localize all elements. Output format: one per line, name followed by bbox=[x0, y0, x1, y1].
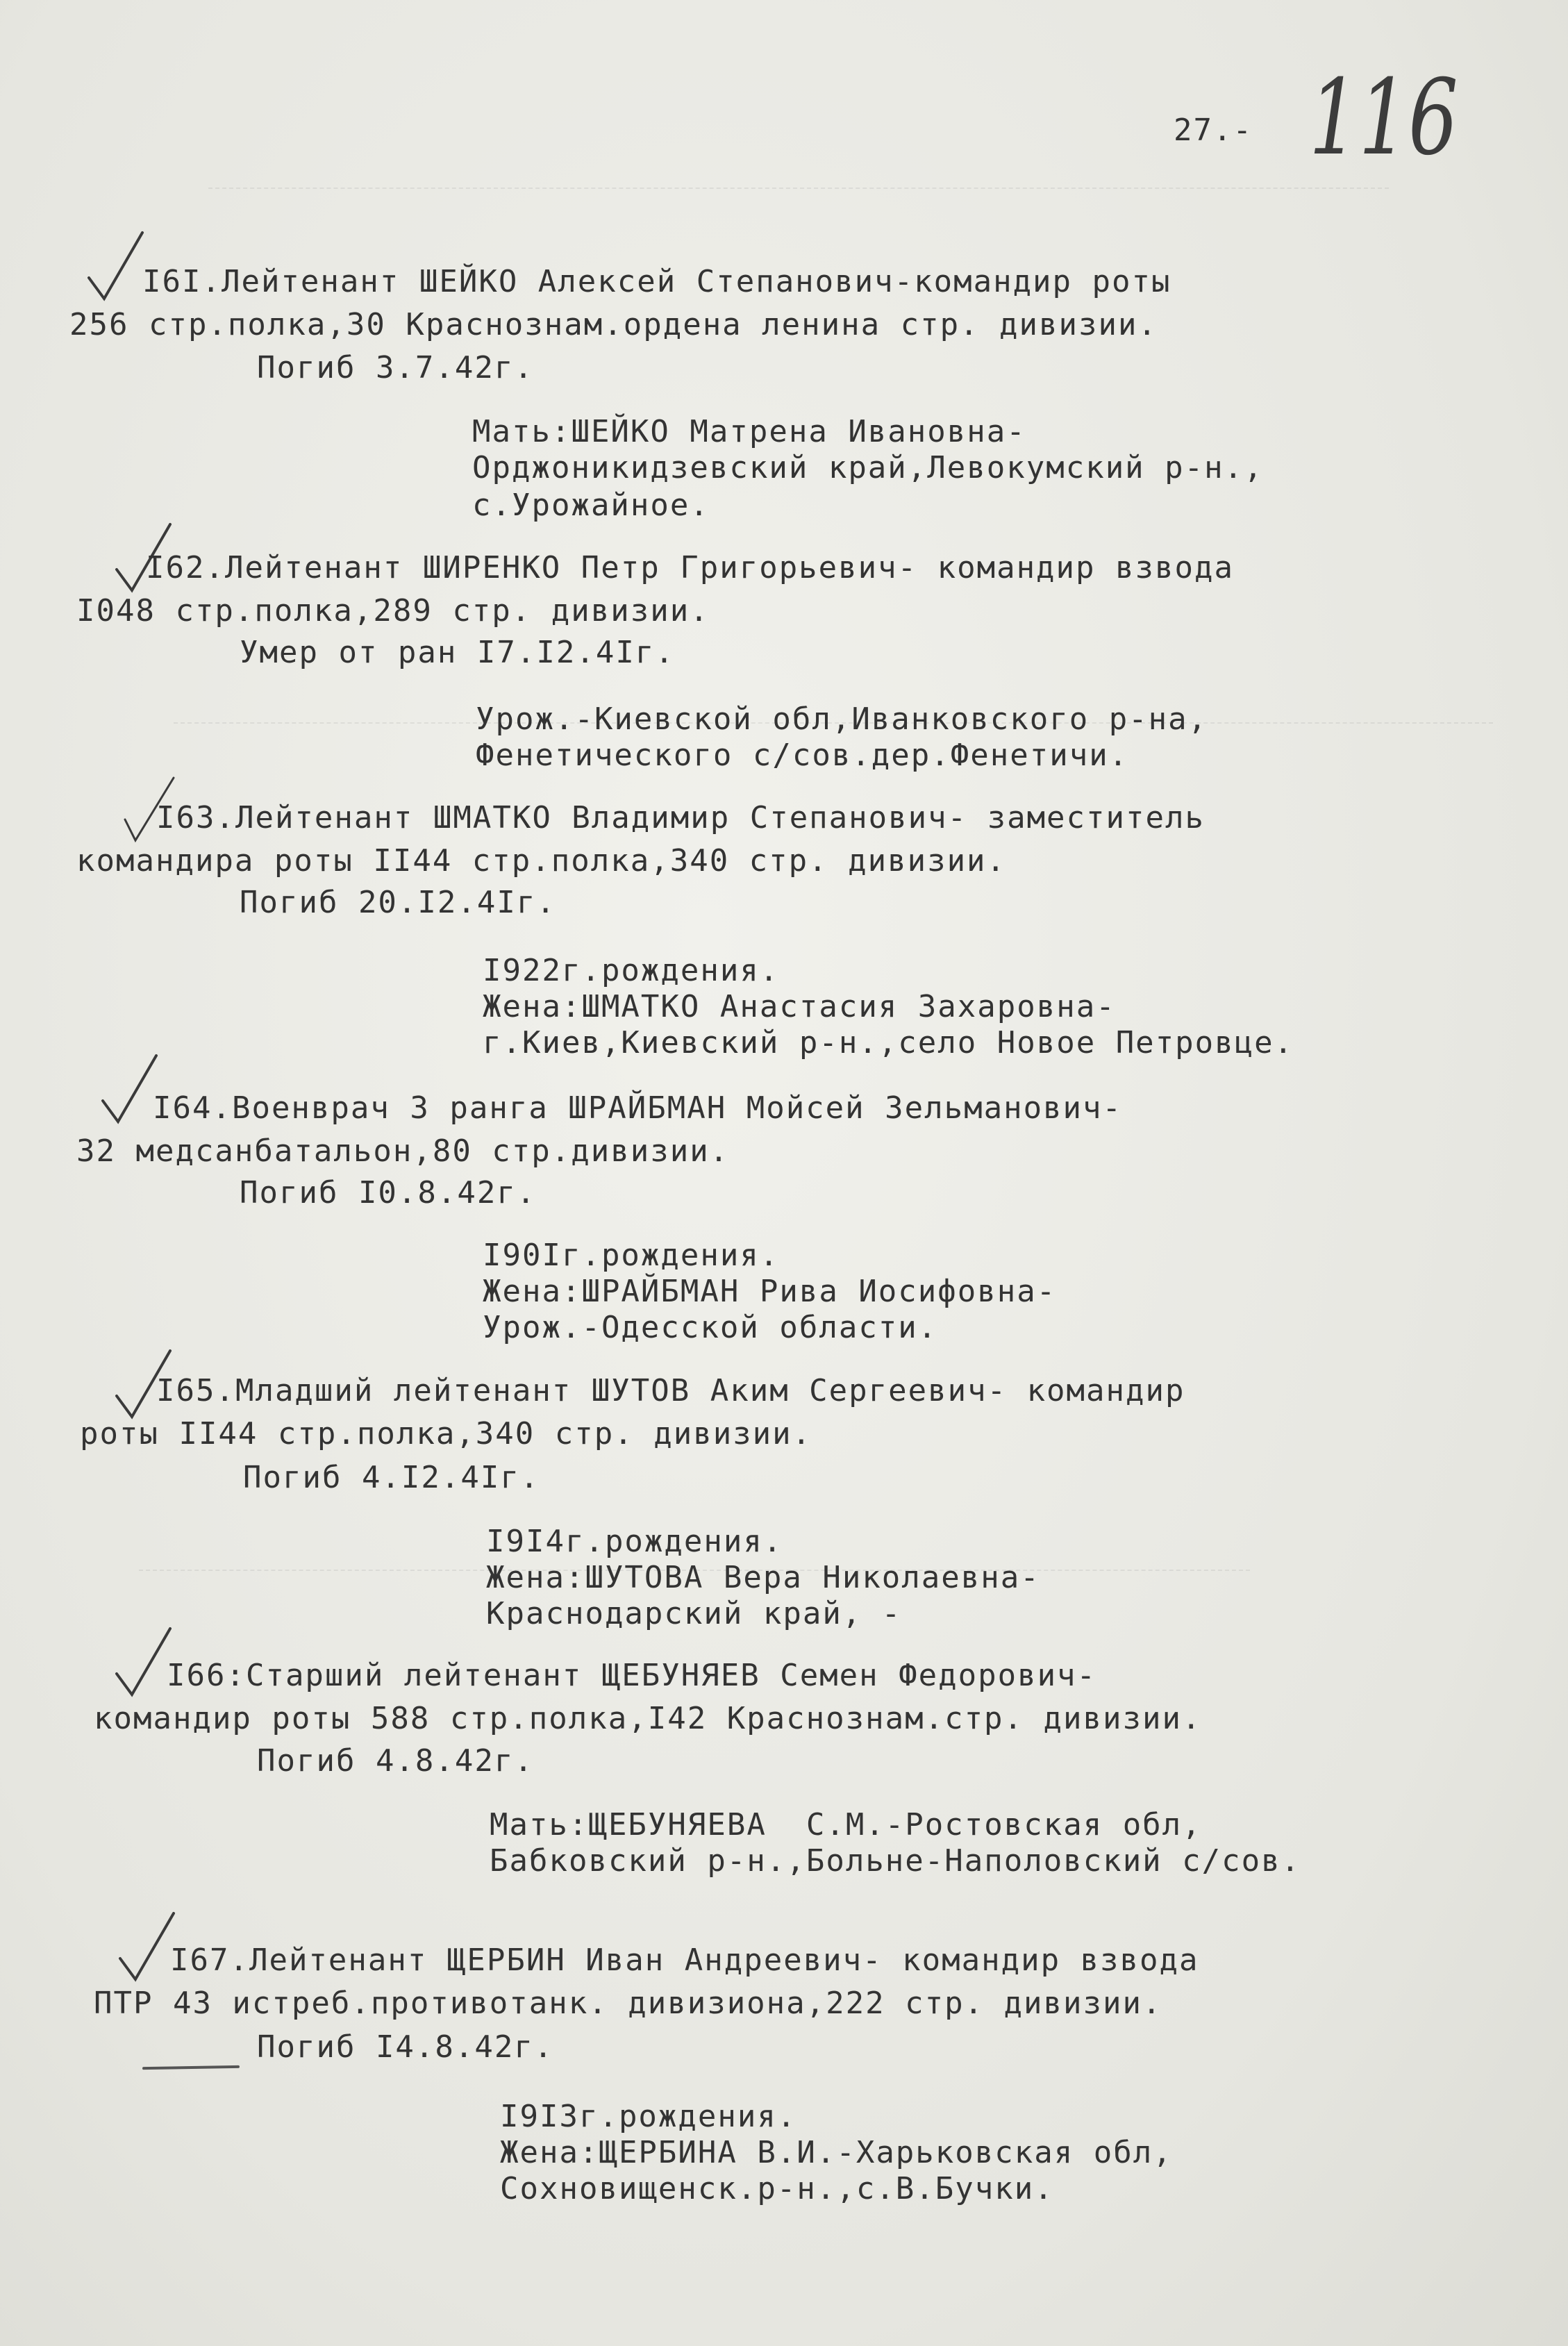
entry-164-relative-2: Жена:ШРАЙБМАН Рива Иосифовна- bbox=[483, 1274, 1057, 1309]
entry-167-relative-2: Жена:ЩЕРБИНА В.И.-Харьковская обл, bbox=[500, 2135, 1173, 2170]
entry-164-relative-1: I90Iг.рождения. bbox=[483, 1238, 780, 1273]
entry-163-line-2: командира роты II44 стр.полка,340 стр. дивизии. bbox=[76, 843, 1007, 879]
entry-166-relative-2: Бабковский р-н.,Больне-Наполовский с/сов. bbox=[490, 1843, 1301, 1879]
entry-167-line-2: ПТР 43 истреб.противотанк. дивизиона,222 стр. дивизии. bbox=[94, 1986, 1162, 2021]
entry-167-relative-1: I9I3г.рождения. bbox=[500, 2099, 797, 2134]
entry-165-line-2: роты II44 стр.полка,340 стр. дивизии. bbox=[80, 1416, 812, 1451]
entry-162-line-1: I62.Лейтенант ШИРЕНКО Петр Григорьевич- командир взвода bbox=[146, 550, 1234, 585]
entry-162-relative-2: Фенетического с/сов.дер.Фенетичи. bbox=[476, 738, 1129, 773]
entry-165-relative-1: I9I4г.рождения. bbox=[486, 1524, 783, 1559]
entry-167-line-1: I67.Лейтенант ЩЕРБИН Иван Андреевич- командир взвода bbox=[170, 1942, 1199, 1978]
entry-161-relative-3: с.Урожайное. bbox=[472, 488, 710, 523]
entry-163-relative-3: г.Киев,Киевский р-н.,село Новое Петровце. bbox=[483, 1025, 1294, 1060]
entry-166-line-3: Погиб 4.8.42г. bbox=[257, 1743, 534, 1779]
check-mark-icon bbox=[83, 229, 146, 306]
entry-167-line-3: Погиб I4.8.42г. bbox=[257, 2029, 554, 2065]
entry-162-line-3: Умер от ран I7.I2.4Iг. bbox=[240, 635, 675, 670]
entry-161-line-2: 256 стр.полка,30 Краснознам.ордена ленина стр. дивизии. bbox=[69, 307, 1158, 342]
entry-165-line-1: I65.Младший лейтенант ШУТОВ Аким Сергеевич- командир bbox=[156, 1373, 1185, 1408]
entry-162-line-2: I048 стр.полка,289 стр. дивизии. bbox=[76, 593, 710, 629]
entry-165-relative-3: Краснодарский край, - bbox=[486, 1596, 902, 1631]
entry-161-relative-1: Мать:ШЕЙКО Матрена Ивановна- bbox=[472, 414, 1026, 449]
entry-161-line-1: I6I.Лейтенант ШЕЙКО Алексей Степанович-командир роты bbox=[142, 264, 1171, 299]
handwritten-underline bbox=[142, 2065, 240, 2070]
entry-162-relative-1: Урож.-Киевской обл,Иванковского р-на, bbox=[476, 701, 1208, 737]
check-mark-icon bbox=[111, 1625, 174, 1702]
entry-164-line-1: I64.Военврач 3 ранга ШРАЙБМАН Мойсей Зельманович- bbox=[153, 1090, 1123, 1126]
entry-161-relative-2: Орджоникидзевский край,Левокумский р-н., bbox=[472, 450, 1264, 485]
entry-166-relative-1: Мать:ЩЕБУНЯЕВА С.М.-Ростовская обл, bbox=[490, 1807, 1202, 1842]
entry-163-line-3: Погиб 20.I2.4Iг. bbox=[240, 885, 556, 920]
entry-164-relative-3: Урож.-Одесской области. bbox=[483, 1310, 938, 1345]
entry-161-line-3: Погиб 3.7.42г. bbox=[257, 350, 534, 385]
entry-163-relative-2: Жена:ШМАТКО Анастасия Захаровна- bbox=[483, 989, 1116, 1024]
archive-number-handwritten: 116 bbox=[1309, 58, 1458, 178]
entry-167-relative-3: Сохновищенск.р-н.,с.В.Бучки. bbox=[500, 2171, 1054, 2206]
entry-166-line-1: I66:Старший лейтенант ЩЕБУНЯЕВ Семен Федорович- bbox=[167, 1658, 1097, 1693]
entry-164-line-3: Погиб I0.8.42г. bbox=[240, 1175, 537, 1211]
page-number: 27.- bbox=[1174, 113, 1253, 148]
entry-165-relative-2: Жена:ШУТОВА Вера Николаевна- bbox=[486, 1560, 1040, 1595]
entry-163-line-1: I63.Лейтенант ШМАТКО Владимир Степанович- заместитель bbox=[156, 800, 1205, 835]
entry-166-line-2: командир роты 588 стр.полка,I42 Краснознам.стр. дивизии. bbox=[94, 1701, 1202, 1736]
check-mark-icon bbox=[97, 1052, 160, 1129]
entry-163-relative-1: I922г.рождения. bbox=[483, 953, 780, 988]
bleed-through-mark bbox=[208, 188, 1389, 203]
check-mark-icon bbox=[115, 1910, 177, 1986]
entry-164-line-2: 32 медсанбатальон,80 стр.дивизии. bbox=[76, 1133, 730, 1169]
entry-165-line-3: Погиб 4.I2.4Iг. bbox=[243, 1460, 540, 1495]
